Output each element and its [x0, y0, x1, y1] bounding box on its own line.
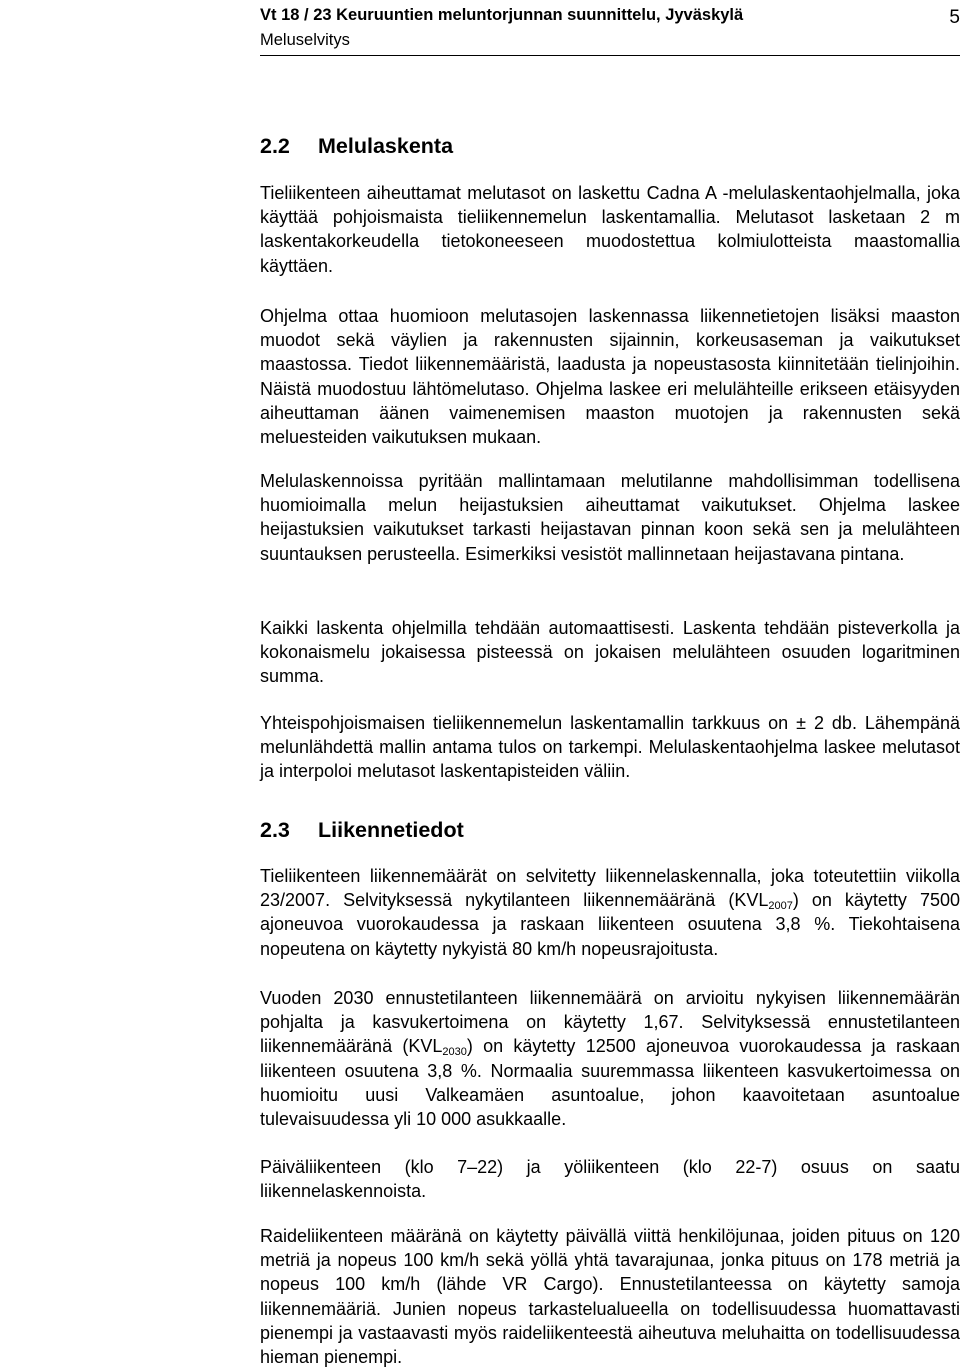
paragraph: Ohjelma ottaa huomioon melutasojen laskennassa liikennetietojen lisäksi maaston muodot sekä väylien ja rakennusten sijainnin, korkeusaseman ja vaikutukset maastossa. Tiedot liikennemääristä, laadusta ja nopeustasosta kiinnitetään tielinjoihin. Näistä muodostuu lähtömelutaso. Ohjelma laskee eri melulähteille erikseen etäisyyden aiheuttaman äänen vaimenemisen maaston muotojen ja rakennusten sekä meluesteiden vaikutuksen mukaan. [260, 306, 960, 448]
section-title: Liikennetiedot [318, 818, 464, 842]
paragraph: Yhteispohjoismaisen tieliikennemelun laskentamallin tarkkuus on ± 2 db. Lähempänä melunlähdettä mallin antama tulos on tarkempi. Melulaskentaohjelma laskee melutasot ja interpoloi melutasot laskentapisteiden väliin. [260, 713, 960, 782]
text-run: Tieliikenteen liikennemäärät on selvitetty liikennelaskennalla, joka toteutettiin viikolla 23/2007. Selvityksessä nykytilanteen liikennemääränä (KVL [260, 866, 960, 911]
subscript: 2007 [768, 900, 793, 913]
section-heading-2-2 [260, 133, 453, 159]
paragraph: Tieliikenteen aiheuttamat melutasot on laskettu Cadna A -melulaskentaohjelmalla, joka käyttää pohjoismaista tieliikennemelun laskentamallia. Melutasot lasketaan 2 m laskentakorkeudella tietokoneeseen muodostettua kolmiulotteista maastomallia käyttäen. [260, 183, 960, 276]
text-run: ) on käytetty 7500 ajoneuvoa vuorokaudessa ja raskaan liikenteen osuutena 3,8 %. Tiekohtaisena nopeutena on käytetty nykyistä 80 km/h nopeusrajoitusta. [260, 890, 960, 959]
paragraph [260, 864, 960, 961]
subscript: 2030 [442, 1046, 467, 1059]
document-subtitle: Meluselvitys [260, 31, 350, 49]
paragraph: Päiväliikenteen (klo 7–22) ja yöliikenteen (klo 22-7) osuus on saatu liikennelaskennoista. [260, 1157, 960, 1202]
page-number: 5 [949, 7, 960, 28]
text-run: ) on käytetty 12500 ajoneuvoa vuorokaudessa ja raskaan liikenteen osuutena 3,8 %. Normaalia suuremmassa liikenteen kasvukertoimessa on huomioitu uusi Valkeamäen asuntoalue, johon kaavoitetaan asuntoalue tulevaisuudessa yli 10 000 asukkaalle. [260, 1036, 960, 1130]
section-number: 2.3 [260, 818, 290, 842]
section-heading-2-3 [260, 817, 464, 843]
document-title: Vt 18 / 23 Keuruuntien meluntorjunnan suunnittelu, Jyväskylä [260, 6, 744, 24]
page-header [260, 4, 960, 56]
text-run: Vuoden 2030 ennustetilanteen liikennemäärä on arvioitu nykyisen liikennemäärän pohjalta ja kasvukertoimena on käytetty 1,67. Selvityksessä ennustetilanteen liikennemääränä (KVL [260, 988, 960, 1057]
section-number: 2.2 [260, 134, 290, 158]
paragraph: Melulaskennoissa pyritään mallintamaan melutilanne mahdollisimman todellisena huomioimalla melun heijastuksien aiheuttamat vaikutukset. Ohjelma laskee heijastuksien vaikutukset tarkasti heijastavan pinnan koon sekä sen ja melulähteen suuntauksen perusteella. Esimerkiksi vesistöt mallinnetaan heijastavana pintana. [260, 471, 960, 564]
paragraph: Kaikki laskenta ohjelmilla tehdään automaattisesti. Laskenta tehdään pisteverkolla ja kokonaismelu jokaisessa pisteessä on jokaisen melulähteen osuuden logaritminen summa. [260, 618, 960, 687]
paragraph [260, 986, 960, 1131]
section-title: Melulaskenta [318, 134, 454, 158]
paragraph: Raideliikenteen määränä on käytetty päivällä viittä henkilöjunaa, joiden pituus on 120 metriä ja nopeus 100 km/h sekä yöllä yhtä tavarajunaa, jonka pituus on 178 metriä ja nopeus 100 km/h (lähde VR Cargo). Ennustetilanteessa on käytetty samoja liikennemääriä. Junien nopeus tarkastelualueella on todellisuudessa huomattavasti pienempi ja vastaavasti myös raideliikenteestä aiheutuva meluhaitta on todellisuudessa hieman pienempi. [260, 1226, 960, 1368]
